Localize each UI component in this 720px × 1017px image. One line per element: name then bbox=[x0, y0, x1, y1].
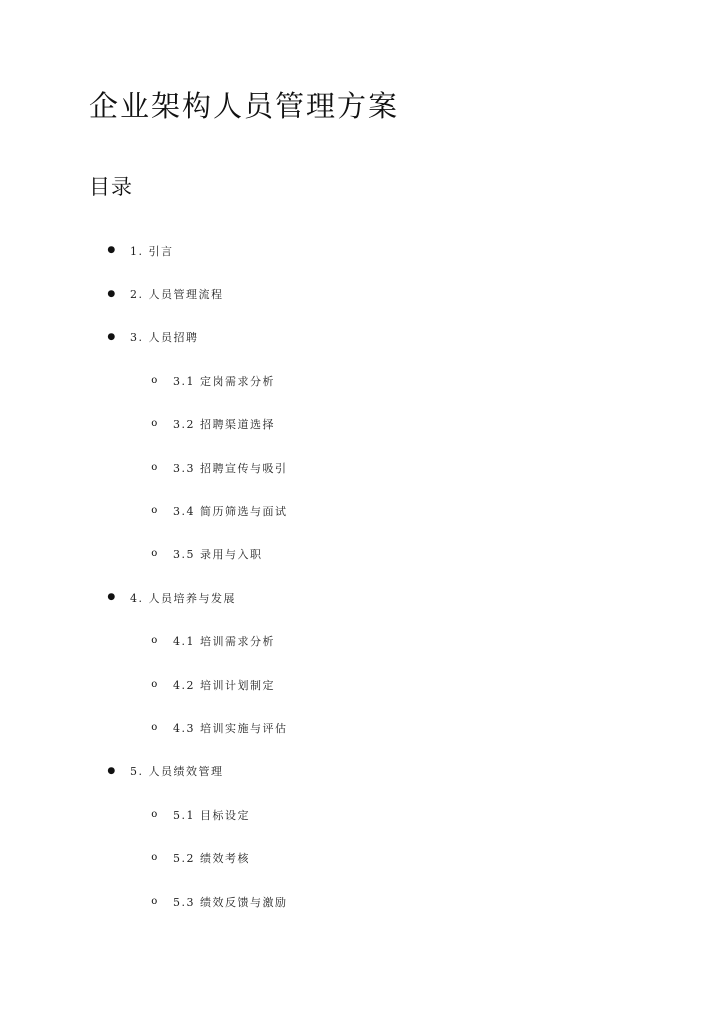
bullet-icon: ● bbox=[107, 288, 117, 299]
toc-link-5-1[interactable]: 5.1 目标设定 bbox=[173, 808, 250, 822]
toc-link-3-5[interactable]: 3.5 录用与入职 bbox=[173, 548, 263, 562]
toc-link-4[interactable]: 4. 人员培养与发展 bbox=[130, 591, 236, 605]
circle-bullet-icon: o bbox=[151, 721, 159, 733]
toc-link-5-2[interactable]: 5.2 绩效考核 bbox=[173, 852, 250, 866]
toc-link-1[interactable]: 1. 引言 bbox=[130, 244, 174, 258]
bullet-icon: ● bbox=[107, 592, 117, 603]
toc-link-5-3[interactable]: 5.3 绩效反馈与激励 bbox=[173, 895, 288, 909]
toc-link-4-3[interactable]: 4.3 培训实施与评估 bbox=[173, 721, 288, 735]
circle-bullet-icon: o bbox=[151, 374, 159, 386]
circle-bullet-icon: o bbox=[151, 852, 159, 864]
circle-bullet-icon: o bbox=[151, 678, 159, 690]
toc-link-3-1[interactable]: 3.1 定岗需求分析 bbox=[173, 374, 275, 388]
toc-link-3-2[interactable]: 3.2 招聘渠道选择 bbox=[173, 418, 275, 432]
circle-bullet-icon: o bbox=[151, 548, 159, 560]
bullet-icon: ● bbox=[107, 331, 117, 342]
circle-bullet-icon: o bbox=[151, 635, 159, 647]
circle-bullet-icon: o bbox=[151, 808, 159, 820]
toc-link-5[interactable]: 5. 人员绩效管理 bbox=[130, 765, 224, 779]
toc-heading: 目录 bbox=[89, 175, 133, 199]
toc-link-4-2[interactable]: 4.2 培训计划制定 bbox=[173, 678, 275, 692]
bullet-icon: ● bbox=[107, 245, 117, 256]
toc-link-3-4[interactable]: 3.4 简历筛选与面试 bbox=[173, 505, 288, 519]
bullet-icon: ● bbox=[107, 765, 117, 776]
toc-link-3-3[interactable]: 3.3 招聘宣传与吸引 bbox=[173, 461, 288, 475]
circle-bullet-icon: o bbox=[151, 895, 159, 907]
circle-bullet-icon: o bbox=[151, 461, 159, 473]
document-title: 企业架构人员管理方案 bbox=[89, 89, 400, 123]
toc-link-3[interactable]: 3. 人员招聘 bbox=[130, 331, 199, 345]
circle-bullet-icon: o bbox=[151, 505, 159, 517]
circle-bullet-icon: o bbox=[151, 418, 159, 430]
toc-link-4-1[interactable]: 4.1 培训需求分析 bbox=[173, 635, 275, 649]
toc-link-2[interactable]: 2. 人员管理流程 bbox=[130, 288, 224, 302]
